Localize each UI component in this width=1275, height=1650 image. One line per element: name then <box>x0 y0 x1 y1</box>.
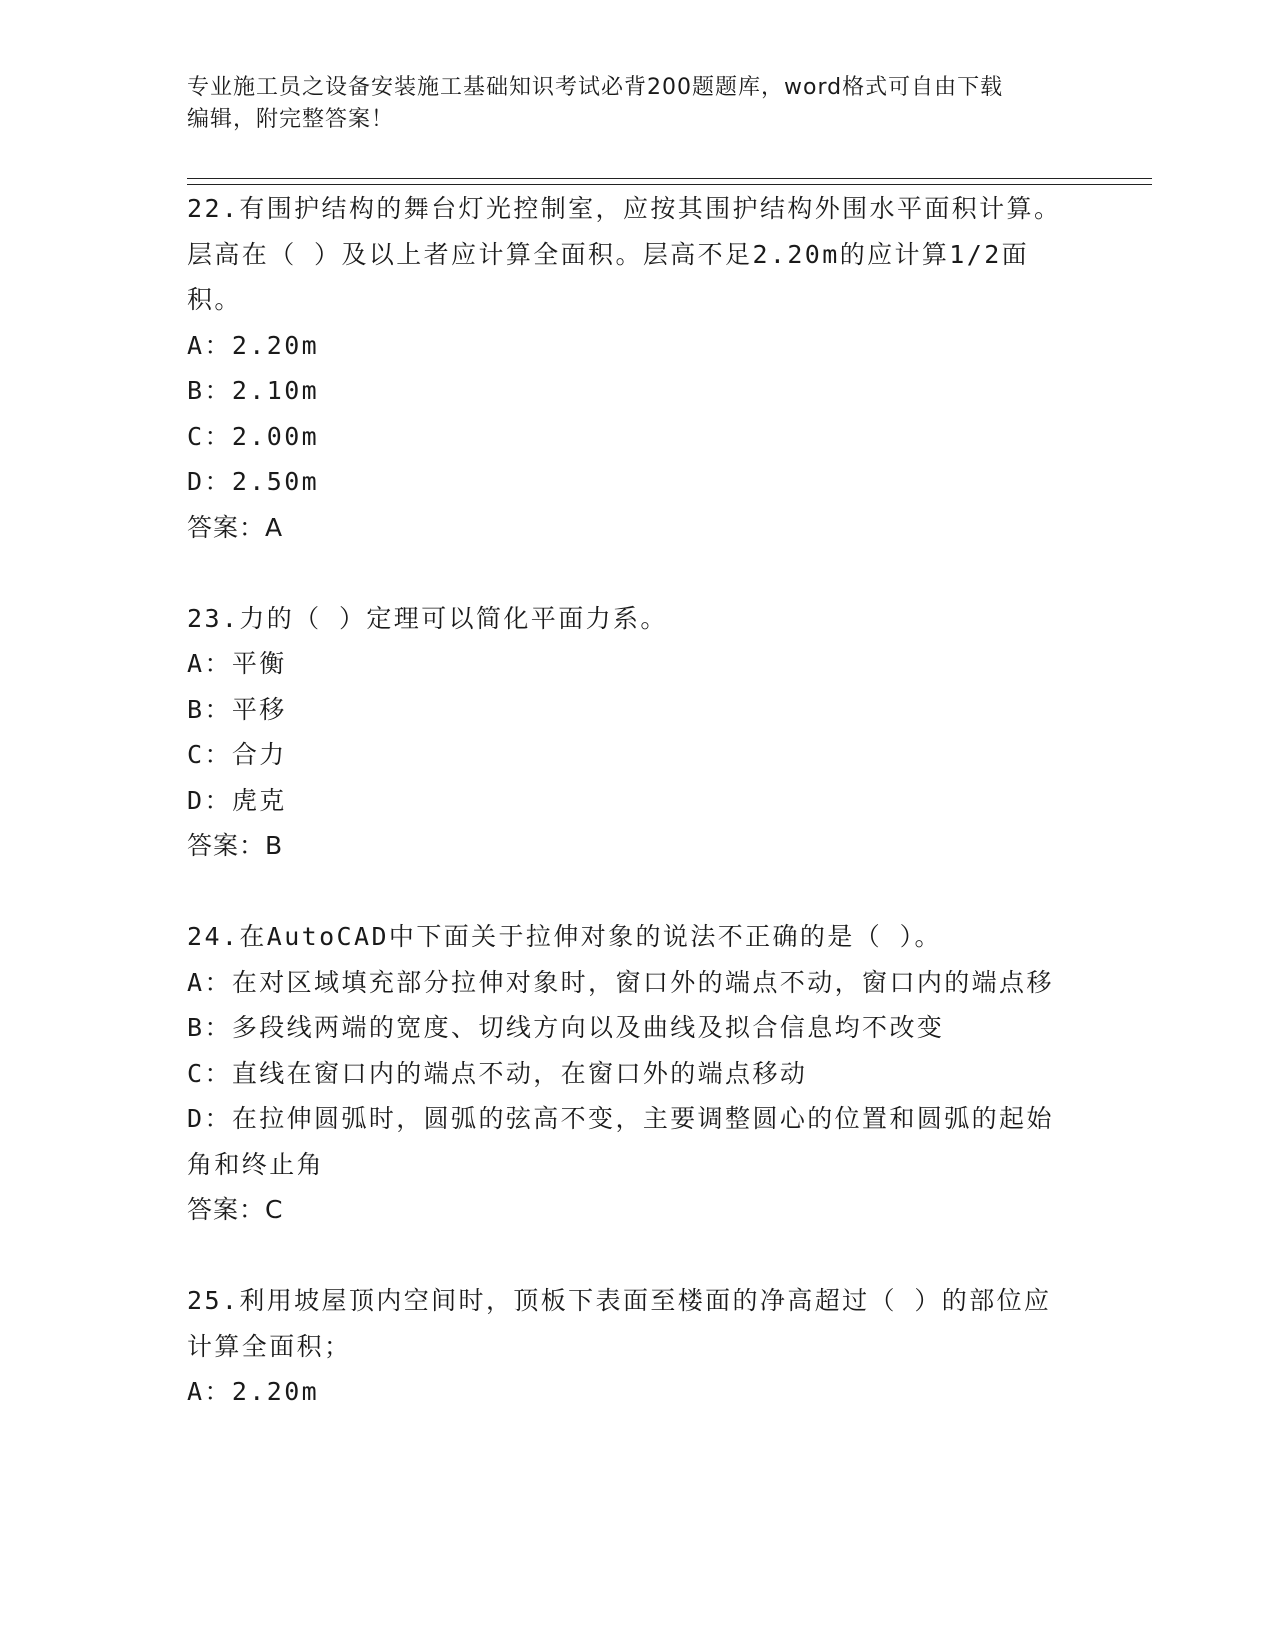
question-spacer <box>187 550 1077 596</box>
question-25 <box>187 1278 1077 1415</box>
document-header <box>187 72 1067 136</box>
question-stem: 22.有围护结构的舞台灯光控制室，应按其围护结构外围水平面积计算。层高在（ ）及以上者应计算全面积。层高不足2.20m的应计算1/2面积。 <box>187 194 1062 314</box>
option-b: B：多段线两端的宽度、切线方向以及曲线及拟合信息均不改变 <box>187 1013 945 1042</box>
question-list <box>187 186 1077 1415</box>
option-b: B：2.10m <box>187 376 320 405</box>
question-23 <box>187 596 1077 869</box>
option-a: A：2.20m <box>187 1377 320 1406</box>
question-stem: 23.力的（ ）定理可以简化平面力系。 <box>187 603 668 633</box>
question-stem: 24.在AutoCAD中下面关于拉伸对象的说法不正确的是（ ）。 <box>187 922 942 951</box>
question-spacer <box>187 1233 1077 1279</box>
option-a: A：在对区域填充部分拉伸对象时，窗口外的端点不动，窗口内的端点移 <box>187 967 1054 997</box>
option-a: A：2.20m <box>187 330 320 360</box>
answer-label: 答案：C <box>187 1195 284 1224</box>
question-24 <box>187 914 1077 1233</box>
header-line-2: 编辑，附完整答案！ <box>187 107 395 132</box>
question-22 <box>187 186 1077 550</box>
option-d: D：2.50m <box>187 467 320 496</box>
header-divider-bottom <box>187 184 1152 185</box>
option-d: D：在拉伸圆弧时，圆弧的弦高不变，主要调整圆心的位置和圆弧的起始角和终止角 <box>187 1104 1054 1179</box>
header-line-1: 专业施工员之设备安装施工基础知识考试必背200题题库，word格式可自由下载 <box>187 75 1004 100</box>
question-stem: 25.利用坡屋顶内空间时，顶板下表面至楼面的净高超过（ ）的部位应计算全面积； <box>187 1286 1052 1361</box>
option-d: D：虎克 <box>187 785 287 815</box>
option-b: B：平移 <box>187 694 287 724</box>
option-c: C：合力 <box>187 740 287 769</box>
answer-label: 答案：A <box>187 512 284 542</box>
option-c: C：直线在窗口内的端点不动，在窗口外的端点移动 <box>187 1058 808 1088</box>
question-spacer <box>187 869 1077 915</box>
header-divider-top <box>187 178 1152 179</box>
option-a: A：平衡 <box>187 649 287 678</box>
answer-label: 答案：B <box>187 831 284 860</box>
option-c: C：2.00m <box>187 421 320 451</box>
